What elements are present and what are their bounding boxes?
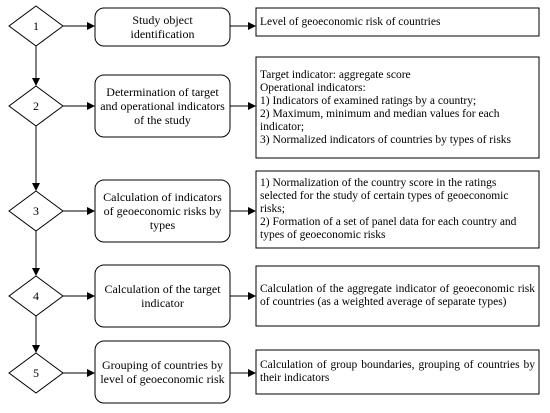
description-line: 1) Indicators of examined ratings by a country; — [260, 94, 477, 107]
step-number-4: 4 — [33, 289, 39, 303]
description-line: Level of geoeconomic risk of countries — [260, 15, 441, 28]
description-line: 2) Maximum, minimum and median values for each indicator; — [260, 107, 500, 133]
stage-label-2: Determination of target and operational indicators of the study — [100, 85, 225, 127]
description-line: Calculation of group boundaries, grouping of countries by their indicators — [260, 359, 535, 384]
step-number-1: 1 — [33, 19, 39, 33]
description-line: 2) Formation of a set of panel data for each country and types of geoeconomic risks — [260, 216, 517, 241]
description-line: Target indicator: aggregate score — [260, 68, 411, 81]
step-number-2: 2 — [33, 99, 39, 113]
stage-boxes — [95, 8, 230, 403]
stage-label-1: Study object identification — [130, 13, 195, 41]
stage-label-3: Calculation of indicators of geoeconomic risks by types — [103, 190, 222, 232]
stage-label-5: Grouping of countries by level of geoeconomic risk — [100, 358, 225, 386]
description-3 — [256, 171, 539, 248]
description-line: 1) Normalization of the country score in the ratings selected for the study of certain types of geoeconomic risks; — [260, 177, 509, 215]
description-line: Operational indicators: — [260, 81, 366, 94]
stage-label-4: Calculation of the target indicator — [104, 282, 221, 310]
description-4 — [256, 266, 539, 326]
description-2 — [256, 57, 539, 158]
description-5 — [256, 350, 539, 394]
description-line: 3) Normalized indicators of countries by types of risks — [260, 133, 512, 146]
description-1 — [256, 8, 539, 36]
step-number-3: 3 — [33, 204, 39, 218]
description-line: Calculation of the aggregate indicator of geoeconomic risk of countries (as a weighted average of separate types) — [260, 283, 535, 308]
step-number-5: 5 — [33, 366, 39, 380]
description-boxes — [256, 8, 539, 394]
